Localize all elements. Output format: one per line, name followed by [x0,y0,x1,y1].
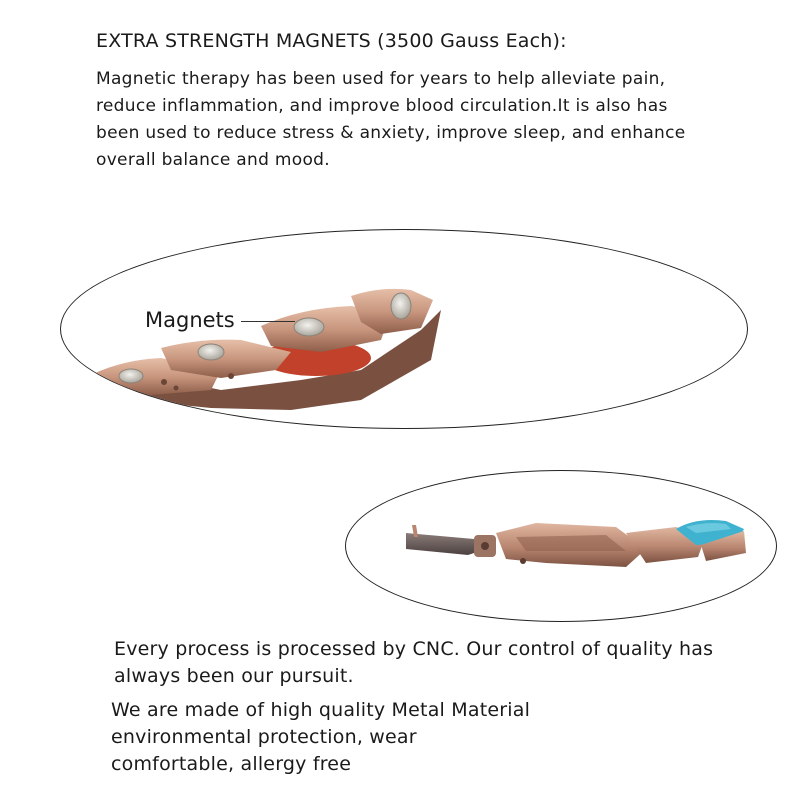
paragraph-line: We are made of high quality Metal Material [111,699,531,721]
clasp-image [346,471,776,621]
paragraph-line: environmental protection, wear [111,726,417,748]
intro-line: overall balance and mood. [96,150,330,170]
material-paragraph [111,697,530,778]
paragraph-line: Every process is processed by CNC. Our control of quality has [114,638,714,660]
cnc-paragraph [114,636,713,690]
section-heading: EXTRA STRENGTH MAGNETS (3500 Gauss Each): [96,30,567,52]
paragraph-line: comfortable, allergy free [111,753,352,775]
intro-line: reduce inflammation, and improve blood circulation.It is also has [96,96,668,116]
intro-paragraph [96,66,756,174]
clasp-closeup [345,470,777,622]
intro-line: been used to reduce stress & anxiety, improve sleep, and enhance [96,123,686,143]
magnets-callout-label: Magnets [145,308,235,332]
paragraph-line: always been our pursuit. [114,665,354,687]
magnets-callout-line [241,321,295,322]
intro-line: Magnetic therapy has been used for years to help alleviate pain, [96,69,666,89]
